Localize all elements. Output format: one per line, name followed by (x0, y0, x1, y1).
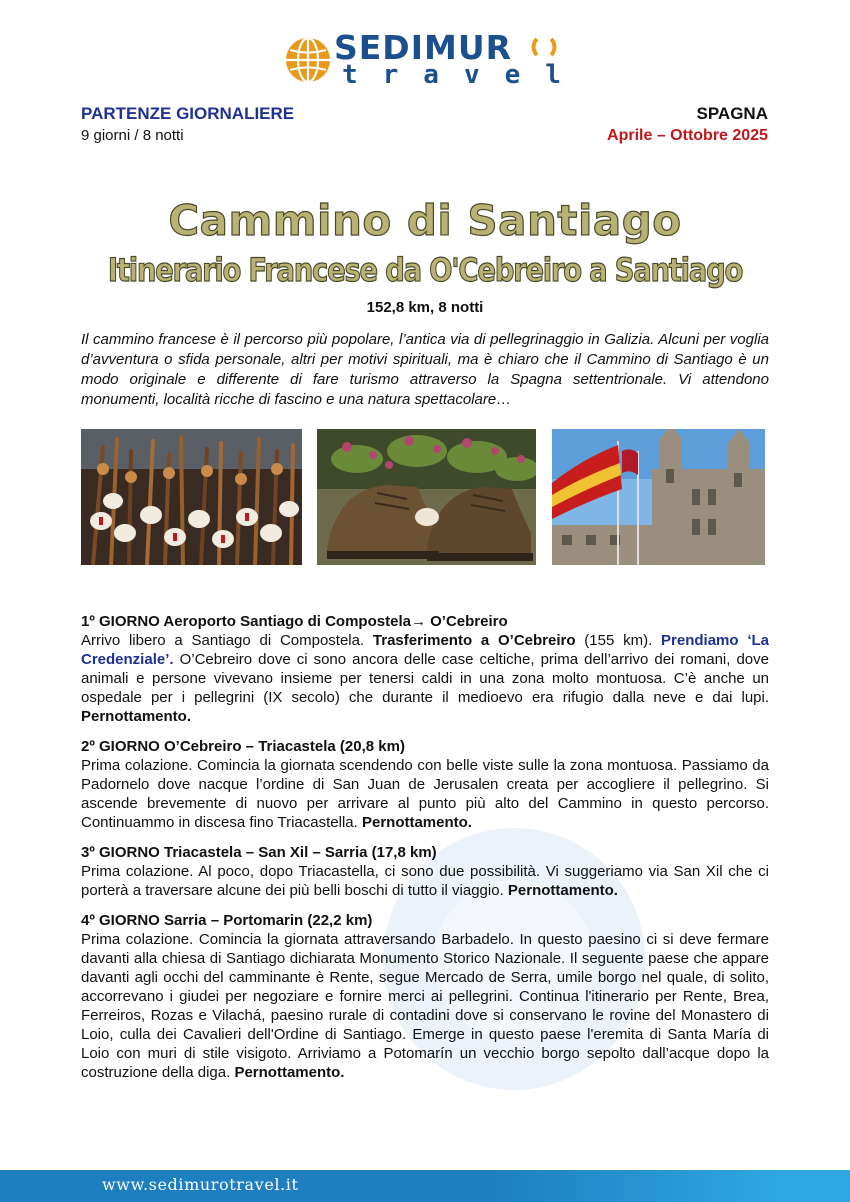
departures-label: PARTENZE GIORNALIERE (81, 104, 295, 123)
season-label: Aprile – Ottobre 2025 (607, 127, 768, 144)
day-text-part: (155 km). (575, 632, 662, 649)
day-text (81, 930, 769, 1082)
footer-gradient (490, 1170, 850, 1202)
day-text-bold: Trasferimento a O’Cebreiro (372, 632, 576, 649)
photo-hiking-boots (317, 429, 536, 565)
overnight-label: Pernottamento. (234, 1064, 345, 1081)
duration-label: 9 giorni / 8 notti (81, 127, 184, 144)
logo-subtitle: travel (342, 60, 586, 90)
photo-santiago-cathedral (552, 429, 765, 565)
day-4 (81, 911, 769, 1082)
day-2 (81, 737, 769, 832)
day-text (81, 756, 769, 832)
page-title: Cammino di Santiago (168, 196, 682, 245)
day-text-part: O’Cebreiro dove ci sono ancora delle case celtiche, prima dell’arrivo dei romani, dove animali e persone vivevano insieme per tenersi caldi in una zona molto montuosa. C’è anche un ospedale per i pellegrini (IX secolo) che durante il medioevo era rifugio dalla neve e dai lupi. (81, 651, 769, 706)
day-1 (81, 612, 769, 726)
itinerary (81, 612, 769, 1093)
footer-website-link[interactable]: www.sedimurotravel.it (102, 1175, 299, 1194)
day-text (81, 862, 769, 900)
overnight-label: Pernottamento. (361, 814, 472, 831)
logo-wordmark: SEDIMUR (334, 28, 513, 67)
destination-info (607, 104, 768, 146)
page-subtitle: Itinerario Francese da O'Cebreiro a Santiago (107, 251, 743, 289)
day-text-part: Prima colazione. Comincia la giornata scendendo con belle viste sulle la zona montuosa. Passiamo da Padornelo dove nacque l’ordine di San Juan de Jerusalen creata per accogliere il pellegrino. Si ascende brevemente di nuovo per arrivare al punto più alto del Cammino in questo percorso. Continuammo in discesa fino Triacastella. (81, 757, 769, 831)
logo-ring-icon (531, 34, 557, 60)
company-logo[interactable] (284, 28, 584, 90)
day-heading: 3º GIORNO Triacastela – San Xil – Sarria (17,8 km) (81, 844, 437, 861)
credenziale-highlight: Prendiamo ‘La Credenziale’. (81, 632, 769, 668)
day-text-part: Prima colazione. Al poco, dopo Triacastella, ci sono due possibilità. Vi suggeriamo via San Xil che ci porterà a traversare alcune dei più belli boschi di tutto il viaggio. (81, 863, 769, 899)
footer-bar (0, 1170, 850, 1202)
globe-icon (284, 36, 332, 84)
day-heading: 2º GIORNO O’Cebreiro – Triacastela (20,8 km) (81, 738, 405, 755)
day-3 (81, 843, 769, 900)
overnight-label: Pernottamento. (507, 882, 618, 899)
day-text (81, 631, 769, 726)
day-text-part: Arrivo libero a Santiago di Compostela. (81, 632, 373, 649)
day-heading: 4º GIORNO Sarria – Portomarin (22,2 km) (81, 912, 373, 929)
day-heading: 1º GIORNO Aeroporto Santiago di Compostela→ O’Cebreiro (81, 613, 508, 630)
country-label: SPAGNA (696, 104, 768, 123)
overnight-label: Pernottamento. (81, 708, 192, 725)
photo-pilgrim-staffs (81, 429, 302, 565)
departure-info (81, 104, 294, 146)
distance-label: 152,8 km, 8 notti (366, 299, 484, 316)
intro-paragraph: Il cammino francese è il percorso più popolare, l’antica via di pellegrinaggio in Galizia. Alcuni per voglia d’avventura o sfida personale, altri per motivi spirituali, ma è chiaro che il Cammino di Santiago è un modo originale e differente di fare turismo attraverso la Spagna settentrionale. Vi attendono monumenti, località ricche di fascino e una natura spettacolare… (81, 331, 769, 408)
day-text-part: Prima colazione. Comincia la giornata attraversando Barbadelo. In questo paesino ci si deve fermare davanti alla chiesa di Santiago dichiarata Monumento Storico Nazionale. Il seguente paese che appare davanti agli occhi del camminante è Rente, segue Mercado de Serra, umile borgo nel quale, di solito, accorrevano i giudei per negoziare e fornire merci ai pellegrini. Continua l'itinerario per Rente, Brea, Ferreiros, Rozas e Vilachá, paesino rurale di contadini dove si conservano le rovine del Monastero di Loio, culla dei Cavalieri dell'Ordine di Santiago. Emerge in questo paese l'eremita di Santa María di Loio con muri di stile visigoto. Arriviamo a Potomarín un vecchio borgo sepolto dall’acque dopo la costruzione della diga. (81, 931, 769, 1081)
